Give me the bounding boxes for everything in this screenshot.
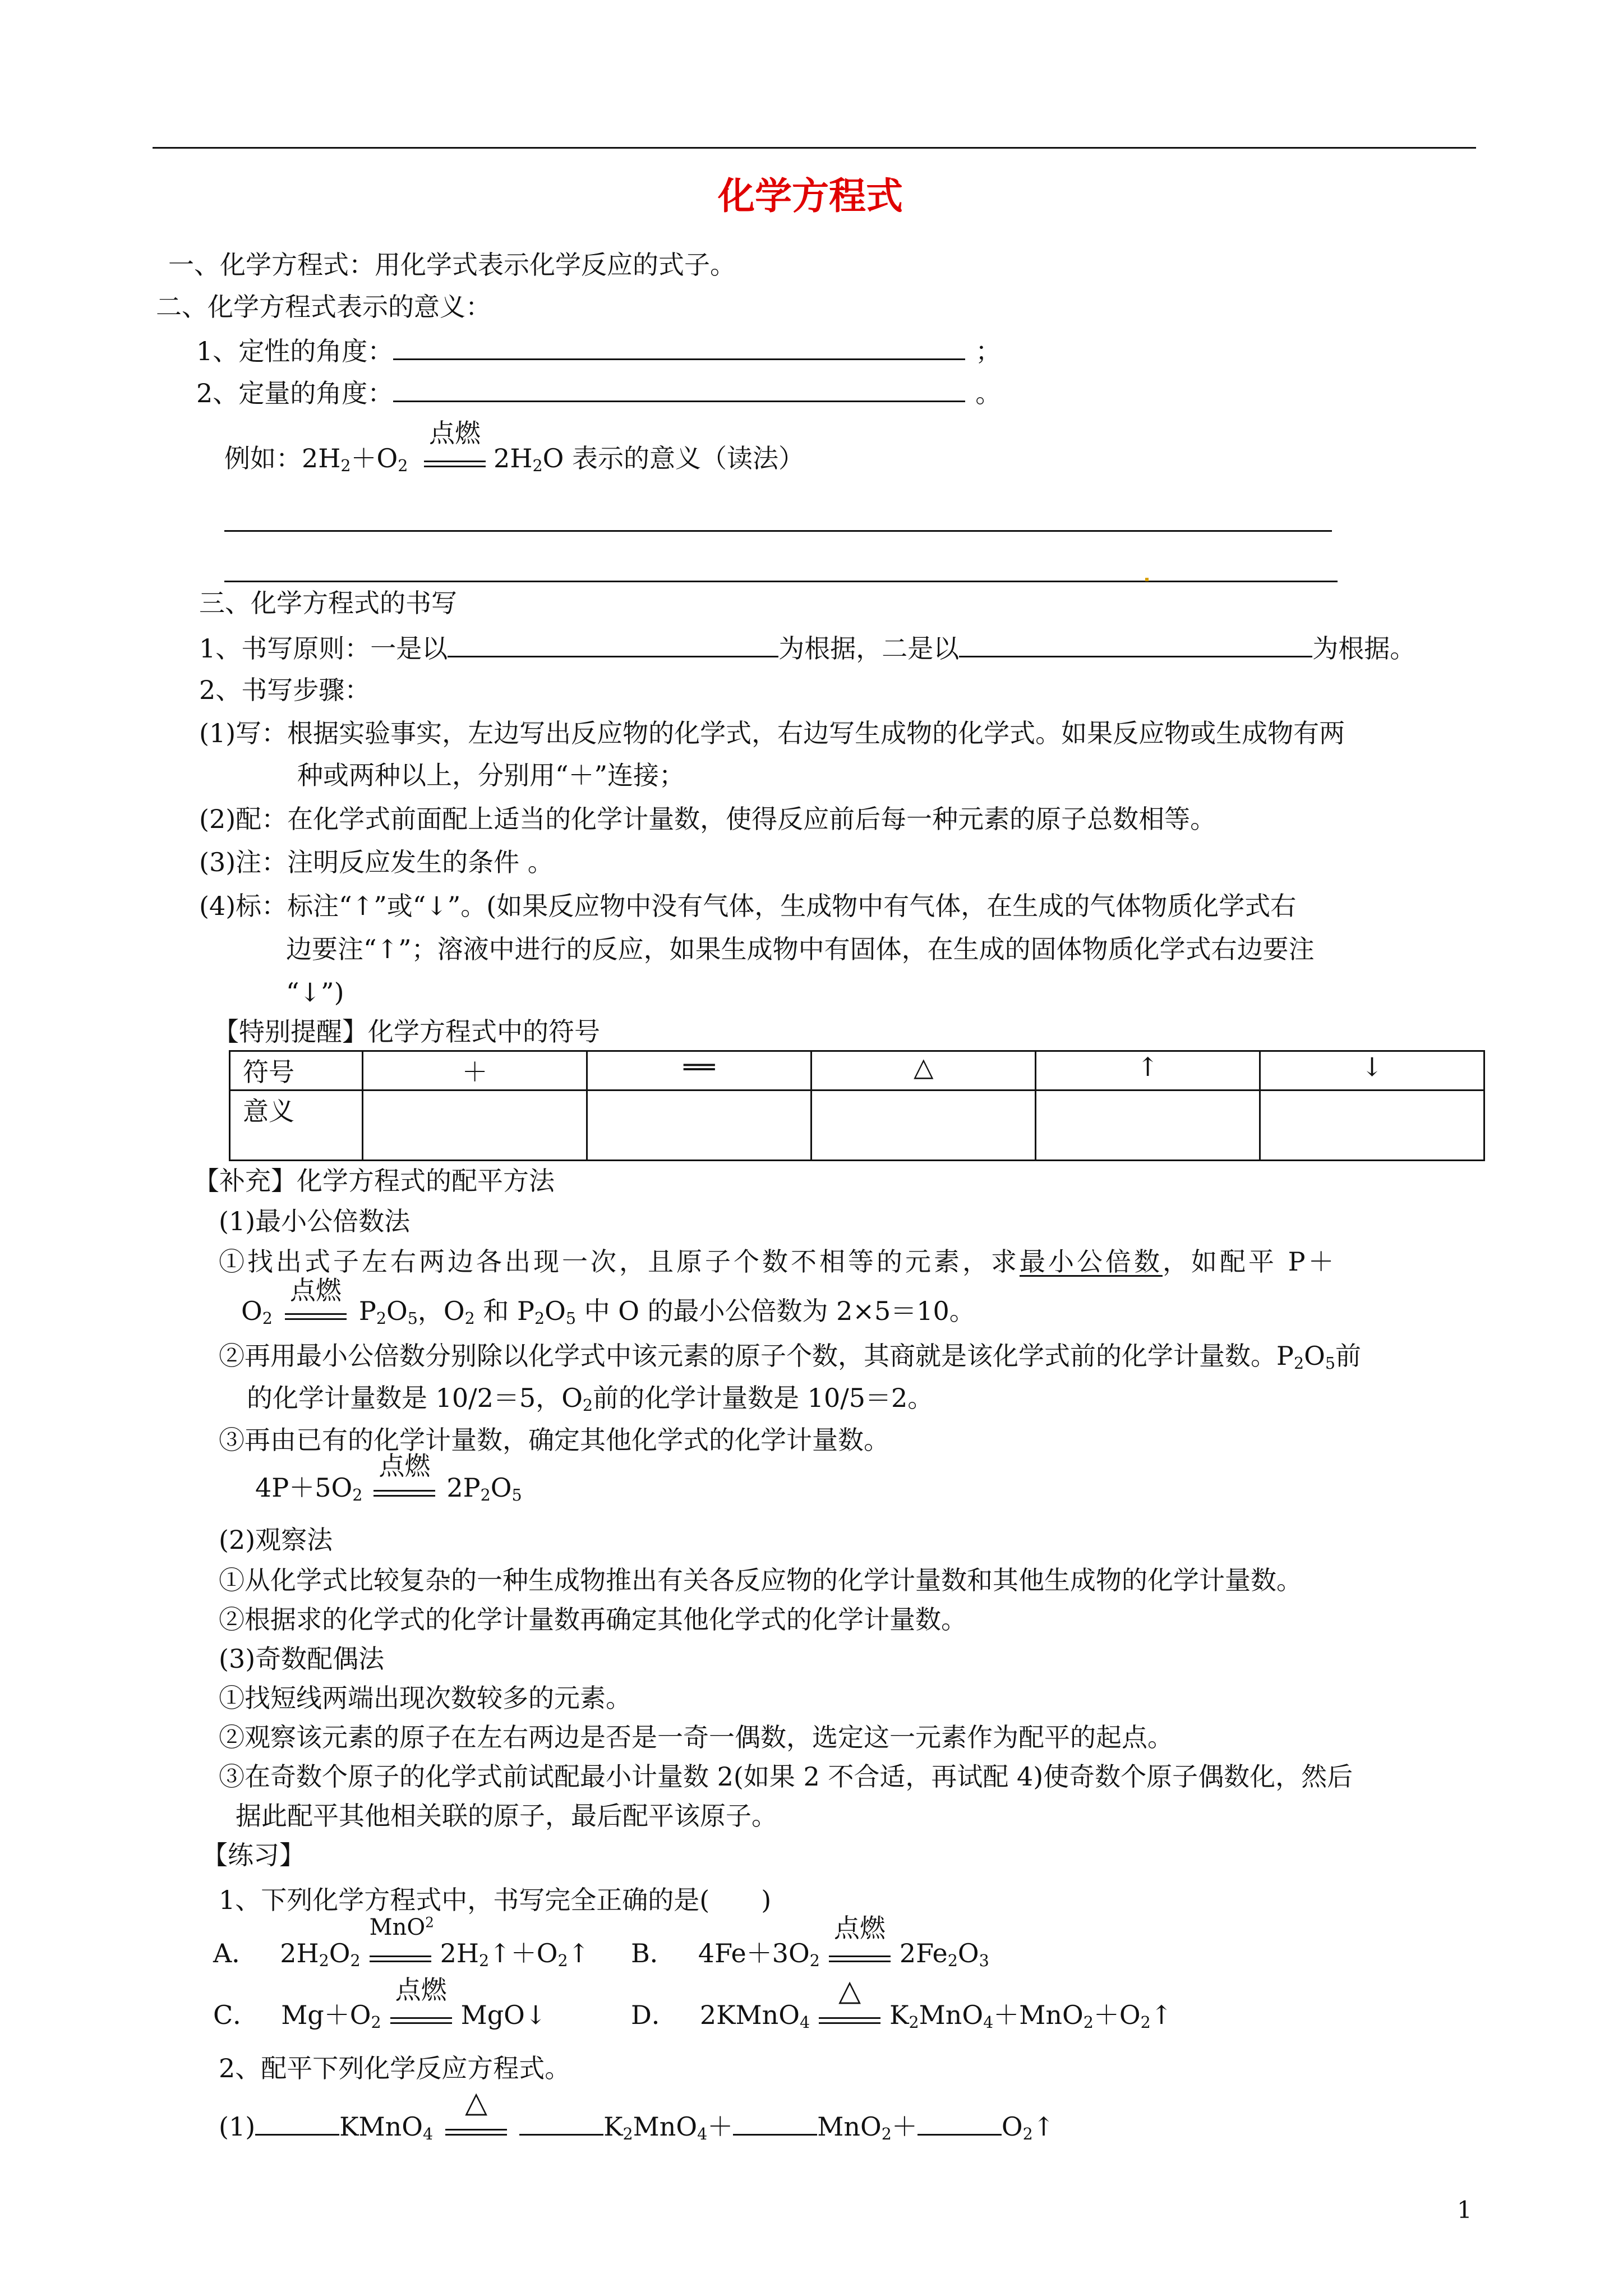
method-2-step-b: ②根据求的化学式的化学计量数再确定其他化学式的化学计量数。: [219, 1604, 967, 1635]
method-3-step-b: ②观察该元素的原子在左右两边是否是一奇一偶数，选定这一元素作为配平的起点。: [219, 1722, 1173, 1752]
option-c[interactable]: [213, 1975, 547, 2032]
text: 中 O 的最小公倍数为 2×5＝10。: [584, 1296, 975, 1326]
text: ①找出式子左右两边各出现一次，且原子个数不相等的元素，求: [219, 1246, 1020, 1277]
step-2: (2)配：在化学式前面配上适当的化学计量数，使得反应前后每一种元素的原子总数相等。: [199, 804, 1216, 834]
option-label: A．: [213, 1938, 258, 1968]
reaction-arrow: [390, 1975, 452, 2024]
formula: MgO↓: [460, 2000, 547, 2030]
formula: $4P+5O_2$: [255, 1473, 363, 1505]
answer-line-2: [224, 581, 1338, 582]
qualitative-blank[interactable]: [393, 334, 965, 360]
table-row: [230, 1051, 1484, 1091]
method-3-step-a: ①找短线两端出现次数较多的元素。: [219, 1683, 631, 1713]
balance-equation-1: [219, 2086, 1055, 2144]
formula: $O_2$: [561, 1383, 593, 1415]
table-cell: △: [811, 1051, 1036, 1091]
formula: $4Fe+3O_2$: [698, 1938, 820, 1971]
method-1-step-c: ③再由已有的化学计量数，确定其他化学式的化学计量数。: [219, 1425, 889, 1455]
text: ，如配平 P＋: [1163, 1246, 1337, 1277]
formula: $2Fe_2O_3$: [899, 1938, 989, 1971]
text: 前: [1335, 1341, 1361, 1371]
table-cell[interactable]: [363, 1091, 587, 1161]
method-1-step-b-line-2: [247, 1383, 933, 1414]
formula: KMnO$_4$: [339, 2111, 434, 2144]
method-1-equation: [255, 1451, 522, 1505]
reaction-arrow: [374, 1451, 435, 1497]
text: ②再用最小公倍数分别除以化学式中该元素的原子个数，其商就是该化学式前的化学计量数。: [219, 1341, 1276, 1371]
table-cell: 意义: [230, 1091, 363, 1161]
symbol-table: [229, 1050, 1485, 1161]
formula: $K_2MnO_4+MnO_2+O_2↑$: [889, 2000, 1173, 2032]
formula: $2H_2+O_2$: [302, 443, 408, 476]
special-tip: 【特别提醒】化学方程式中的符号: [213, 1016, 600, 1047]
formula: $2H_2O$: [494, 443, 564, 476]
condition-label: △: [838, 1974, 861, 2008]
answer-line-1: [224, 530, 1332, 532]
qualitative-line: [196, 334, 1001, 367]
step-3: (3)注：注明反应发生的条件 。: [199, 847, 554, 877]
practice-heading: 【练习】: [202, 1840, 305, 1870]
option-label: D．: [631, 2000, 677, 2030]
coefficient-blank[interactable]: [255, 2109, 339, 2136]
method-2-step-a: ①从化学式比较复杂的一种生成物推出有关各反应物的化学计量数和其他生成物的化学计量数。: [219, 1565, 1302, 1595]
section-1: 一、化学方程式：用化学式表示化学反应的式子。: [168, 250, 736, 280]
table-cell: ＋: [363, 1051, 587, 1091]
option-d[interactable]: [631, 1974, 1173, 2032]
step-4-line-3: “↓”): [286, 977, 344, 1007]
option-label: C．: [213, 2000, 259, 2030]
page-number: 1: [1457, 2196, 1472, 2224]
formula: 2KMnO$_4$: [699, 2000, 810, 2032]
table-cell[interactable]: [1036, 1091, 1260, 1161]
method-1-step-a-line-2: [241, 1275, 975, 1328]
formula: MnO$_2$＋: [817, 2111, 917, 2144]
step-4-line-2: 边要注“↑”；溶液中进行的反应，如果生成物中有固体，在生成的固体物质化学式右边要注: [286, 934, 1315, 964]
text: 的化学计量数是 10/2＝5，: [247, 1383, 562, 1413]
supplement-heading: 【补充】化学方程式的配平方法: [193, 1166, 555, 1196]
reaction-arrow: [819, 1974, 880, 2024]
table-cell: ↓: [1260, 1051, 1484, 1091]
condition-label: 点燃: [833, 1913, 886, 1943]
steps-heading: 2、书写步骤：: [199, 675, 371, 705]
table-cell[interactable]: [811, 1091, 1036, 1161]
condition-label: △: [465, 2086, 488, 2119]
example-text: 表示的意义（读法）: [571, 443, 804, 473]
item-label: (1): [219, 2111, 256, 2142]
method-3-heading: (3)奇数配偶法: [219, 1644, 385, 1674]
qualitative-label: 1、定性的角度：: [196, 336, 394, 366]
quantitative-end: 。: [975, 378, 1002, 408]
quantitative-label: 2、定量的角度：: [196, 378, 394, 408]
formula: $K_2MnO_4+$: [603, 2111, 734, 2144]
qualitative-end: ；: [975, 336, 1002, 366]
question-2: 2、配平下列化学反应方程式。: [219, 2053, 571, 2083]
question-1: 1、下列化学方程式中，书写完全正确的是( ): [219, 1885, 772, 1915]
step-1-line-1: (1)写：根据实验事实，左边写出反应物的化学式，右边写生成物的化学式。如果反应物或生成物有两: [199, 718, 1345, 748]
method-3-step-c-line-2: 据此配平其他相关联的原子，最后配平该原子。: [236, 1801, 777, 1831]
text: 前的化学计量数是 10/5＝2。: [593, 1383, 934, 1413]
condition-label: MnO$^2$: [369, 1914, 434, 1940]
reaction-arrow: [424, 418, 486, 467]
principle-blank-2[interactable]: [959, 631, 1312, 657]
section-3: 三、化学方程式的书写: [199, 588, 457, 618]
method-1-step-b: [219, 1341, 1361, 1372]
quantitative-line: [196, 376, 1001, 409]
section-2: 二、化学方程式表示的意义：: [156, 292, 491, 322]
step-1-line-2: 种或两种以上，分别用“＋”连接；: [297, 760, 685, 790]
reaction-arrow: [285, 1275, 347, 1320]
formula: $P_2O_5$，$O_2$ 和 $P_2O_5$: [358, 1296, 576, 1328]
option-b[interactable]: [631, 1913, 989, 1971]
coefficient-blank[interactable]: [917, 2109, 1002, 2136]
option-a[interactable]: [213, 1914, 590, 1971]
reaction-arrow: [829, 1913, 891, 1962]
example-equation: [224, 418, 804, 476]
page-title: 化学方程式: [718, 174, 903, 218]
formula: $P_2O_5$: [1276, 1341, 1335, 1373]
principle-label: 1、书写原则：一是以: [199, 633, 448, 664]
method-1-heading: (1)最小公倍数法: [219, 1206, 411, 1236]
table-cell: ↑: [1036, 1051, 1260, 1091]
formula: $2H_2O_2$: [280, 1938, 361, 1971]
condition-label: 点燃: [289, 1275, 342, 1305]
method-3-step-c: ③在奇数个原子的化学式前试配最小计量数 2(如果 2 不合适，再试配 4)使奇数个原子偶数化，然后: [219, 1761, 1353, 1792]
condition-label: 点燃: [379, 1451, 431, 1481]
condition-label: 点燃: [395, 1975, 447, 2005]
formula: $Mg+O_2$: [281, 2000, 381, 2032]
formula: $O_2$: [241, 1296, 273, 1328]
method-2-heading: (2)观察法: [219, 1525, 333, 1555]
table-row: [230, 1091, 1484, 1161]
principle-blank-1[interactable]: [448, 631, 778, 657]
mark-dot: [1145, 578, 1149, 581]
principle-line: [199, 631, 1415, 664]
example-label: 例如：: [224, 443, 302, 473]
reaction-arrow: [445, 2086, 507, 2136]
principle-end: 为根据。: [1312, 633, 1416, 664]
formula: $2H_2↑+O_2↑$: [440, 1938, 590, 1971]
quantitative-blank[interactable]: [393, 376, 965, 402]
formula: $2P_2O_5$: [446, 1473, 522, 1505]
table-cell: ══: [587, 1051, 811, 1091]
method-1-step-a: [219, 1246, 1337, 1277]
formula: $O_2↑$: [1001, 2111, 1055, 2144]
coefficient-blank[interactable]: [733, 2109, 817, 2136]
text: 最小公倍数: [1020, 1246, 1163, 1277]
principle-mid: 为根据，二是以: [778, 633, 960, 664]
header-rule: [153, 147, 1476, 149]
coefficient-blank[interactable]: [519, 2109, 603, 2136]
table-cell: 符号: [230, 1051, 363, 1091]
reaction-arrow: [369, 1914, 434, 1962]
table-cell[interactable]: [1260, 1091, 1484, 1161]
option-label: B．: [631, 1938, 676, 1968]
table-cell[interactable]: [587, 1091, 811, 1161]
condition-label: 点燃: [429, 418, 481, 448]
step-4-line-1: (4)标：标注“↑”或“↓”。(如果反应物中没有气体，生成物中有气体，在生成的气体物质化学式右: [199, 891, 1297, 921]
